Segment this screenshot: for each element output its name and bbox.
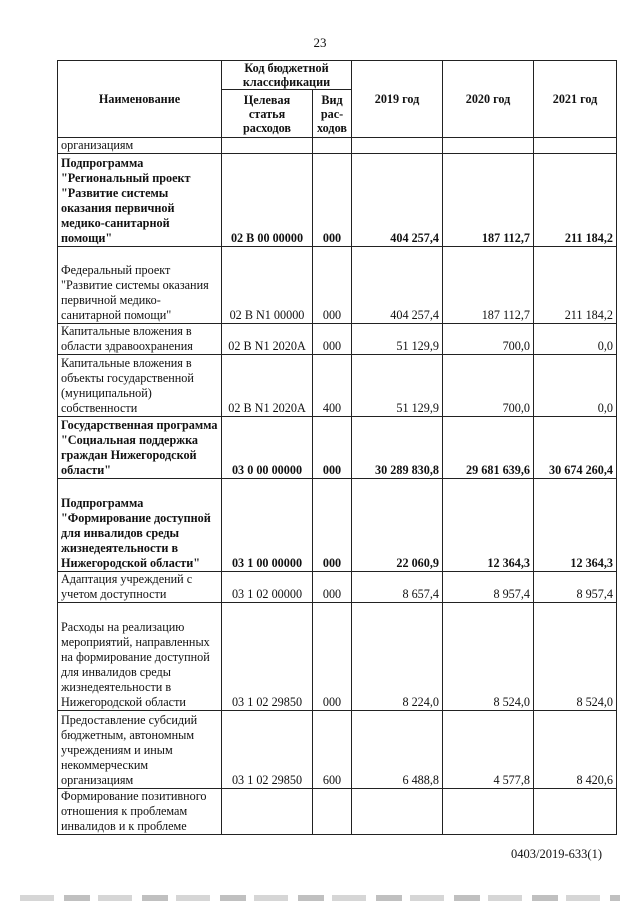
- row-target: 02 В 00 00000: [222, 154, 313, 247]
- row-target: 03 1 02 00000: [222, 572, 313, 603]
- row-2019: 404 257,4: [352, 247, 443, 324]
- row-target: 03 1 02 29850: [222, 603, 313, 711]
- row-2019: 404 257,4: [352, 154, 443, 247]
- row-type: [313, 789, 352, 835]
- row-2019: 30 289 830,8: [352, 417, 443, 479]
- row-2020: [443, 789, 534, 835]
- header-code-group: Код бюджетной классификации: [222, 61, 352, 90]
- table-row: [58, 154, 617, 247]
- row-2020: 8 957,4: [443, 572, 534, 603]
- row-2019: 8 224,0: [352, 603, 443, 711]
- header-2019: 2019 год: [352, 61, 443, 138]
- header-2020: 2020 год: [443, 61, 534, 138]
- row-name: организациям: [58, 138, 222, 154]
- row-target: 02 В N1 2020А: [222, 355, 313, 417]
- row-name: Капитальные вложения в области здравоохранения: [58, 324, 222, 355]
- row-2021: 8 420,6: [534, 711, 617, 789]
- row-2021: 30 674 260,4: [534, 417, 617, 479]
- row-type: 000: [313, 572, 352, 603]
- row-name: Адаптация учреждений с учетом доступности: [58, 572, 222, 603]
- header-target: Целевая статья расходов: [222, 90, 313, 138]
- header-2021: 2021 год: [534, 61, 617, 138]
- row-2020: 29 681 639,6: [443, 417, 534, 479]
- table-row: [58, 324, 617, 355]
- row-type: 000: [313, 417, 352, 479]
- row-2019: 6 488,8: [352, 711, 443, 789]
- row-target: [222, 138, 313, 154]
- table-row: [58, 417, 617, 479]
- table-row: [58, 711, 617, 789]
- row-2020: 8 524,0: [443, 603, 534, 711]
- row-2020: 187 112,7: [443, 247, 534, 324]
- row-type: [313, 138, 352, 154]
- table-row: [58, 603, 617, 711]
- row-2021: 12 364,3: [534, 479, 617, 572]
- row-name: Формирование позитивного отношения к проблемам инвалидов и к проблеме: [58, 789, 222, 835]
- row-target: 03 1 00 00000: [222, 479, 313, 572]
- header-name: Наименование: [58, 61, 222, 138]
- row-2021: 211 184,2: [534, 247, 617, 324]
- row-2019: [352, 789, 443, 835]
- scan-edge-artifact: [20, 895, 620, 901]
- row-2019: [352, 138, 443, 154]
- row-type: 400: [313, 355, 352, 417]
- row-2021: 8 524,0: [534, 603, 617, 711]
- table-row: [58, 138, 617, 154]
- row-type: 000: [313, 479, 352, 572]
- row-type: 000: [313, 247, 352, 324]
- row-2020: [443, 138, 534, 154]
- row-2020: 4 577,8: [443, 711, 534, 789]
- row-2021: [534, 138, 617, 154]
- row-target: 02 В N1 00000: [222, 247, 313, 324]
- row-type: 600: [313, 711, 352, 789]
- row-name: Государственная программа "Социальная поддержка граждан Нижегородской области": [58, 417, 222, 479]
- row-target: 03 0 00 00000: [222, 417, 313, 479]
- row-2021: 211 184,2: [534, 154, 617, 247]
- row-2020: 187 112,7: [443, 154, 534, 247]
- table-row: [58, 789, 617, 835]
- row-type: 000: [313, 603, 352, 711]
- row-2021: 8 957,4: [534, 572, 617, 603]
- header-type: Вид рас-ходов: [313, 90, 352, 138]
- table-row: [58, 572, 617, 603]
- document-reference: 0403/2019-633(1): [511, 847, 602, 861]
- row-type: 000: [313, 154, 352, 247]
- table-row: [58, 355, 617, 417]
- row-2020: 700,0: [443, 355, 534, 417]
- row-2019: 51 129,9: [352, 355, 443, 417]
- row-2019: 51 129,9: [352, 324, 443, 355]
- row-name: Подпрограмма "Региональный проект "Развитие системы оказания первичной медико-санитарной помощи": [58, 154, 222, 247]
- row-type: 000: [313, 324, 352, 355]
- row-2020: 12 364,3: [443, 479, 534, 572]
- page-number: 23: [313, 35, 327, 50]
- row-2019: 22 060,9: [352, 479, 443, 572]
- row-2021: [534, 789, 617, 835]
- row-target: 03 1 02 29850: [222, 711, 313, 789]
- row-2020: 700,0: [443, 324, 534, 355]
- row-name: Капитальные вложения в объекты государственной (муниципальной) собственности: [58, 355, 222, 417]
- row-2021: 0,0: [534, 355, 617, 417]
- table-row: [58, 479, 617, 572]
- row-name: Предоставление субсидий бюджетным, автономным учреждениям и иным некоммерческим организациям: [58, 711, 222, 789]
- budget-table: [57, 60, 617, 835]
- row-2019: 8 657,4: [352, 572, 443, 603]
- row-name: Федеральный проект "Развитие системы оказания первичной медико-санитарной помощи": [58, 247, 222, 324]
- row-target: 02 В N1 2020А: [222, 324, 313, 355]
- row-2021: 0,0: [534, 324, 617, 355]
- row-name: Подпрограмма "Формирование доступной для инвалидов среды жизнедеятельности в Нижегородской области": [58, 479, 222, 572]
- row-target: [222, 789, 313, 835]
- row-name: Расходы на реализацию мероприятий, направленных на формирование доступной для инвалидов среды жизнедеятельности в Нижегородской области: [58, 603, 222, 711]
- table-row: [58, 247, 617, 324]
